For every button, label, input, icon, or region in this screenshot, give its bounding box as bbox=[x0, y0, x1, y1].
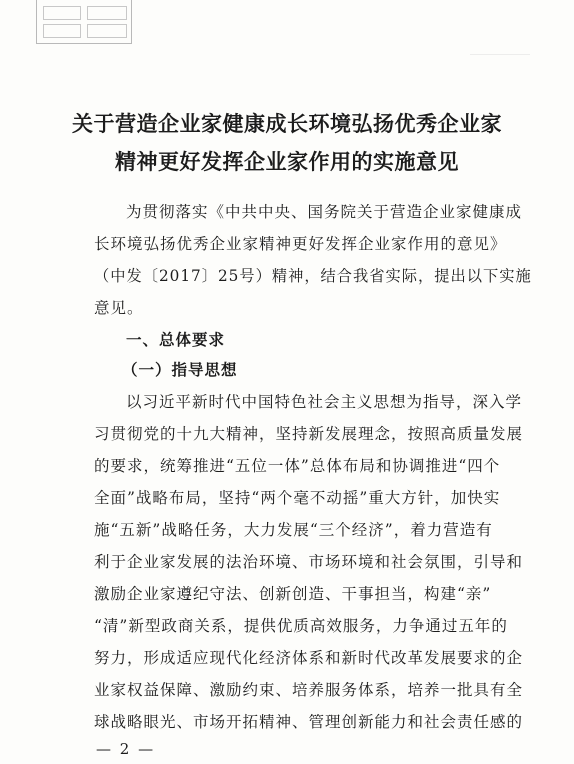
body-line: 球战略眼光、市场开拓精神、管理创新能力和社会责任感的 bbox=[94, 713, 524, 731]
intro-line: 为贯彻落实《中共中央、国务院关于营造企业家健康成 bbox=[126, 203, 523, 221]
stamp-cell bbox=[43, 6, 81, 20]
intro-line: 长环境弘扬优秀企业家精神更好发挥企业家作用的意见》 bbox=[94, 235, 507, 253]
body-line: 以习近平新时代中国特色社会主义思想为指导，深入学 bbox=[126, 393, 523, 411]
document-title-line-1: 关于营造企业家健康成长环境弘扬优秀企业家 bbox=[72, 111, 502, 136]
body-line: 努力，形成适应现代化经济体系和新时代改革发展要求的企 bbox=[94, 649, 524, 667]
body-line: 习贯彻党的十九大精神，坚持新发展理念，按照高质量发展 bbox=[94, 425, 524, 443]
section-heading: 一、总体要求 bbox=[126, 330, 226, 349]
body-line: 施“五新”战略任务，大力发展“三个经济”，着力营造有 bbox=[94, 521, 493, 539]
intro-line: （中发〔2017〕25号）精神，结合我省实际，提出以下实施 bbox=[94, 267, 532, 285]
faint-scan-mark bbox=[470, 40, 530, 55]
document-title-line-2: 精神更好发挥企业家作用的实施意见 bbox=[115, 149, 459, 174]
body-line: 利于企业家发展的法治环境、市场环境和社会氛围，引导和 bbox=[94, 553, 524, 571]
stamp-cell bbox=[43, 24, 81, 38]
stamp-cell bbox=[87, 6, 127, 20]
body-line: 激励企业家遵纪守法、创新创造、干事担当，构建“亲” bbox=[94, 585, 492, 603]
body-line: 全面”战略布局，坚持“两个毫不动摇”重大方针，加快实 bbox=[94, 489, 501, 507]
body-line: 的要求，统筹推进“五位一体”总体布局和协调推进“四个 bbox=[94, 457, 501, 475]
intro-line: 意见。 bbox=[94, 299, 144, 317]
stamp-cell bbox=[87, 24, 127, 38]
page-number: — 2 — bbox=[96, 740, 156, 758]
registration-stamp-box bbox=[36, 0, 132, 44]
subsection-heading: （一）指导思想 bbox=[122, 360, 238, 379]
body-line: “清”新型政商关系，提供优质高效服务，力争通过五年的 bbox=[94, 617, 508, 635]
body-line: 业家权益保障、激励约束、培养服务体系，培养一批具有全 bbox=[94, 681, 524, 699]
